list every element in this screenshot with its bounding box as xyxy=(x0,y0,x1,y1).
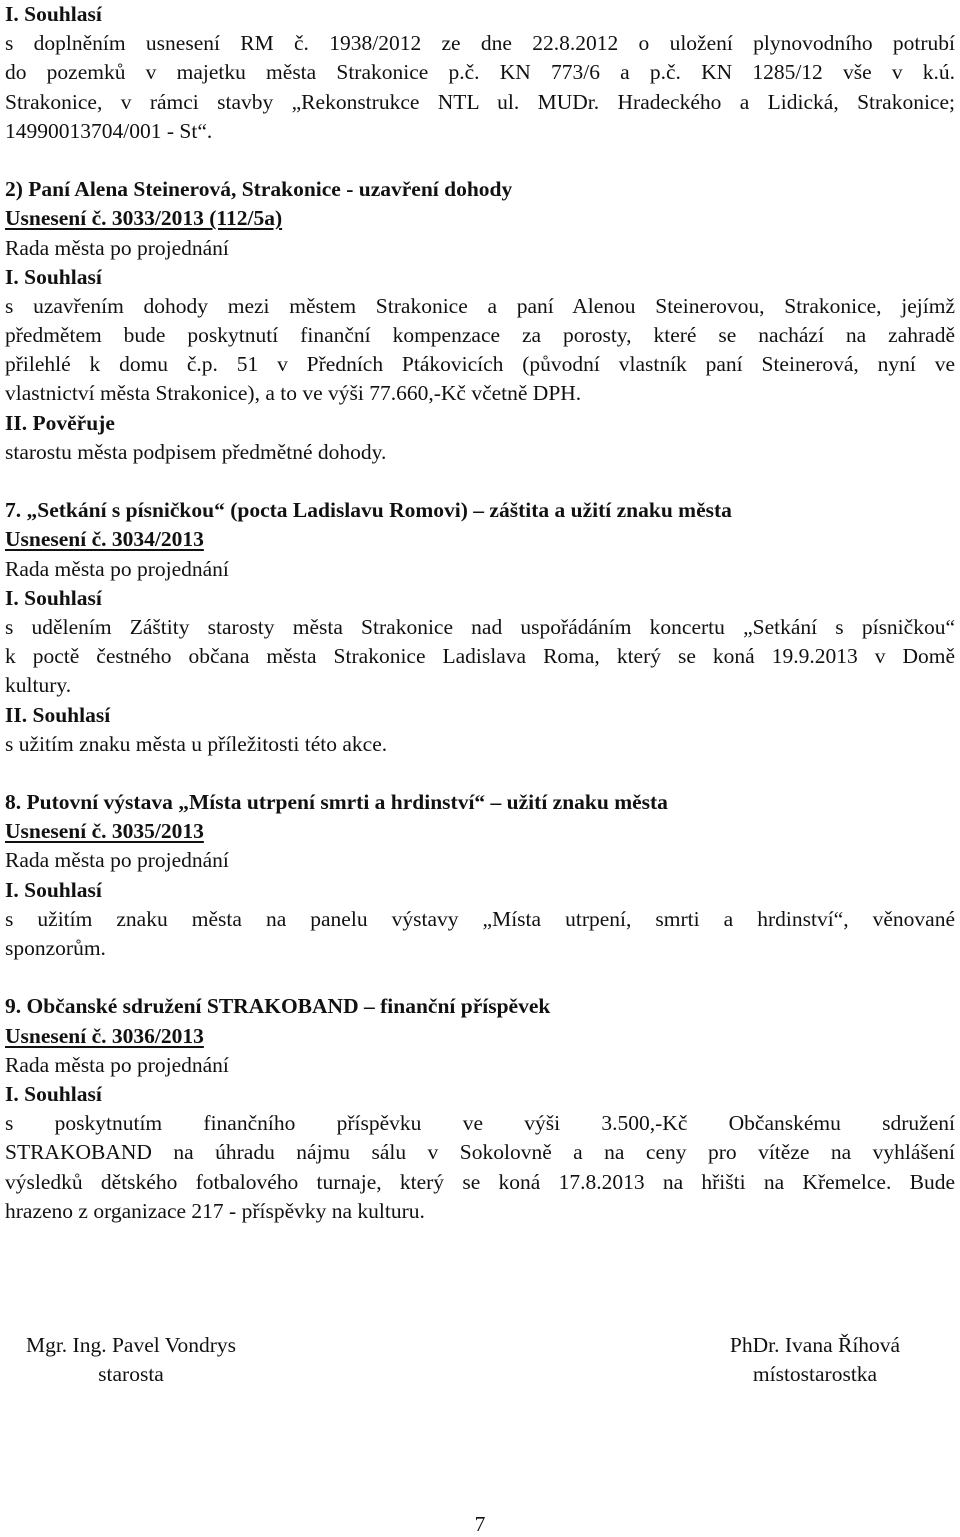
clause-text-line: výsledků dětského fotbalového turnaje, který se koná 17.8.2013 na hřišti na Křemelce. Bude xyxy=(5,1169,955,1194)
clause-heading: II. Souhlasí xyxy=(5,702,111,727)
clause-text-line: sponzorům. xyxy=(5,936,106,960)
clause-text-line: k poctě čestného občana města Strakonice Ladislava Roma, který se koná 19.9.2013 v Domě xyxy=(5,644,955,669)
section-title: 8. Putovní výstava „Místa utrpení smrti a hrdinství“ – užití znaku města xyxy=(5,790,668,815)
clause-text-line: s poskytnutím finančního příspěvku ve výši 3.500,-Kč Občanskému sdružení xyxy=(5,1111,955,1136)
council-line: Rada města po projednání xyxy=(5,848,229,873)
signatory-role: starosta xyxy=(98,1362,164,1387)
spacer xyxy=(5,963,955,992)
resolution-number: Usnesení č. 3036/2013 xyxy=(5,1023,204,1048)
page-number: 7 xyxy=(474,1512,486,1536)
section-title: 7. „Setkání s písničkou“ (pocta Ladislavu Romovi) – záštita a užití znaku města xyxy=(5,498,732,523)
clause-text-line: předmětem bude poskytnutí finanční kompenzace za porosty, které se nachází na zahradě xyxy=(5,323,955,348)
top-text-line: s doplněním usnesení RM č. 1938/2012 ze dne 22.8.2012 o uložení plynovodního potrubí xyxy=(5,31,955,56)
spacer xyxy=(5,146,955,175)
clause-heading: I. Souhlasí xyxy=(5,585,102,610)
clause-text-line: kultury. xyxy=(5,673,72,698)
signature-block-deputy-mayor xyxy=(712,1331,918,1389)
clause-text-line: s uzavřením dohody mezi městem Strakonice a paní Alenou Steinerovou, Strakonice, jejímž xyxy=(5,293,955,318)
top-text-line: 14990013704/001 - St“. xyxy=(5,118,213,143)
spacer xyxy=(5,467,955,496)
section-title: 9. Občanské sdružení STRAKOBAND – finanční příspěvek xyxy=(5,994,551,1019)
signature-block-mayor xyxy=(5,1331,257,1389)
signatory-name: Mgr. Ing. Pavel Vondrys xyxy=(25,1333,237,1357)
resolution-number: Usnesení č. 3034/2013 xyxy=(5,527,204,552)
clause-text-line: hrazeno z organizace 217 - příspěvky na kulturu. xyxy=(5,1198,425,1223)
resolution-number: Usnesení č. 3033/2013 (112/5a) xyxy=(5,206,283,231)
clause-text-line: vlastnictví města Strakonice), a to ve výši 77.660,-Kč včetně DPH. xyxy=(5,381,582,406)
clause-text-line: s užitím znaku města na panelu výstavy „Místa utrpení, smrti a hrdinství“, věnované xyxy=(5,906,955,931)
signatory-role: místostarostka xyxy=(752,1362,878,1387)
signatory-name: PhDr. Ivana Říhová xyxy=(729,1333,901,1357)
council-line: Rada města po projednání xyxy=(5,556,229,581)
document-page xyxy=(5,0,955,1226)
top-text-line: do pozemků v majetku města Strakonice p.č. KN 773/6 a p.č. KN 1285/12 vše v k.ú. xyxy=(5,60,955,85)
clause-heading: I. Souhlasí xyxy=(5,877,102,902)
clause-text-line: s udělením Záštity starosty města Strakonice nad uspořádáním koncertu „Setkání s písničkou“ xyxy=(5,614,955,639)
clause-heading: II. Pověřuje xyxy=(5,410,115,435)
resolution-number: Usnesení č. 3035/2013 xyxy=(5,819,204,844)
top-heading: I. Souhlasí xyxy=(5,2,102,26)
clause-text-line: přilehlé k domu č.p. 51 v Předních Ptákovicích (původní vlastník paní Steinerová, nyní ve xyxy=(5,352,955,377)
clause-text-line: starostu města podpisem předmětné dohody. xyxy=(5,439,387,464)
clause-text-line: STRAKOBAND na úhradu nájmu sálu v Sokolovně a na ceny pro vítěze na vyhlášení xyxy=(5,1140,955,1165)
top-text-line: Strakonice, v rámci stavby „Rekonstrukce NTL ul. MUDr. Hradeckého a Lidická, Strakonice; xyxy=(5,89,955,114)
clause-heading: I. Souhlasí xyxy=(5,264,102,289)
clause-heading: I. Souhlasí xyxy=(5,1081,102,1106)
section-title: 2) Paní Alena Steinerová, Strakonice - uzavření dohody xyxy=(5,177,513,202)
council-line: Rada města po projednání xyxy=(5,1052,229,1077)
council-line: Rada města po projednání xyxy=(5,235,229,260)
spacer xyxy=(5,759,955,788)
clause-text-line: s užitím znaku města u příležitosti této akce. xyxy=(5,731,388,756)
